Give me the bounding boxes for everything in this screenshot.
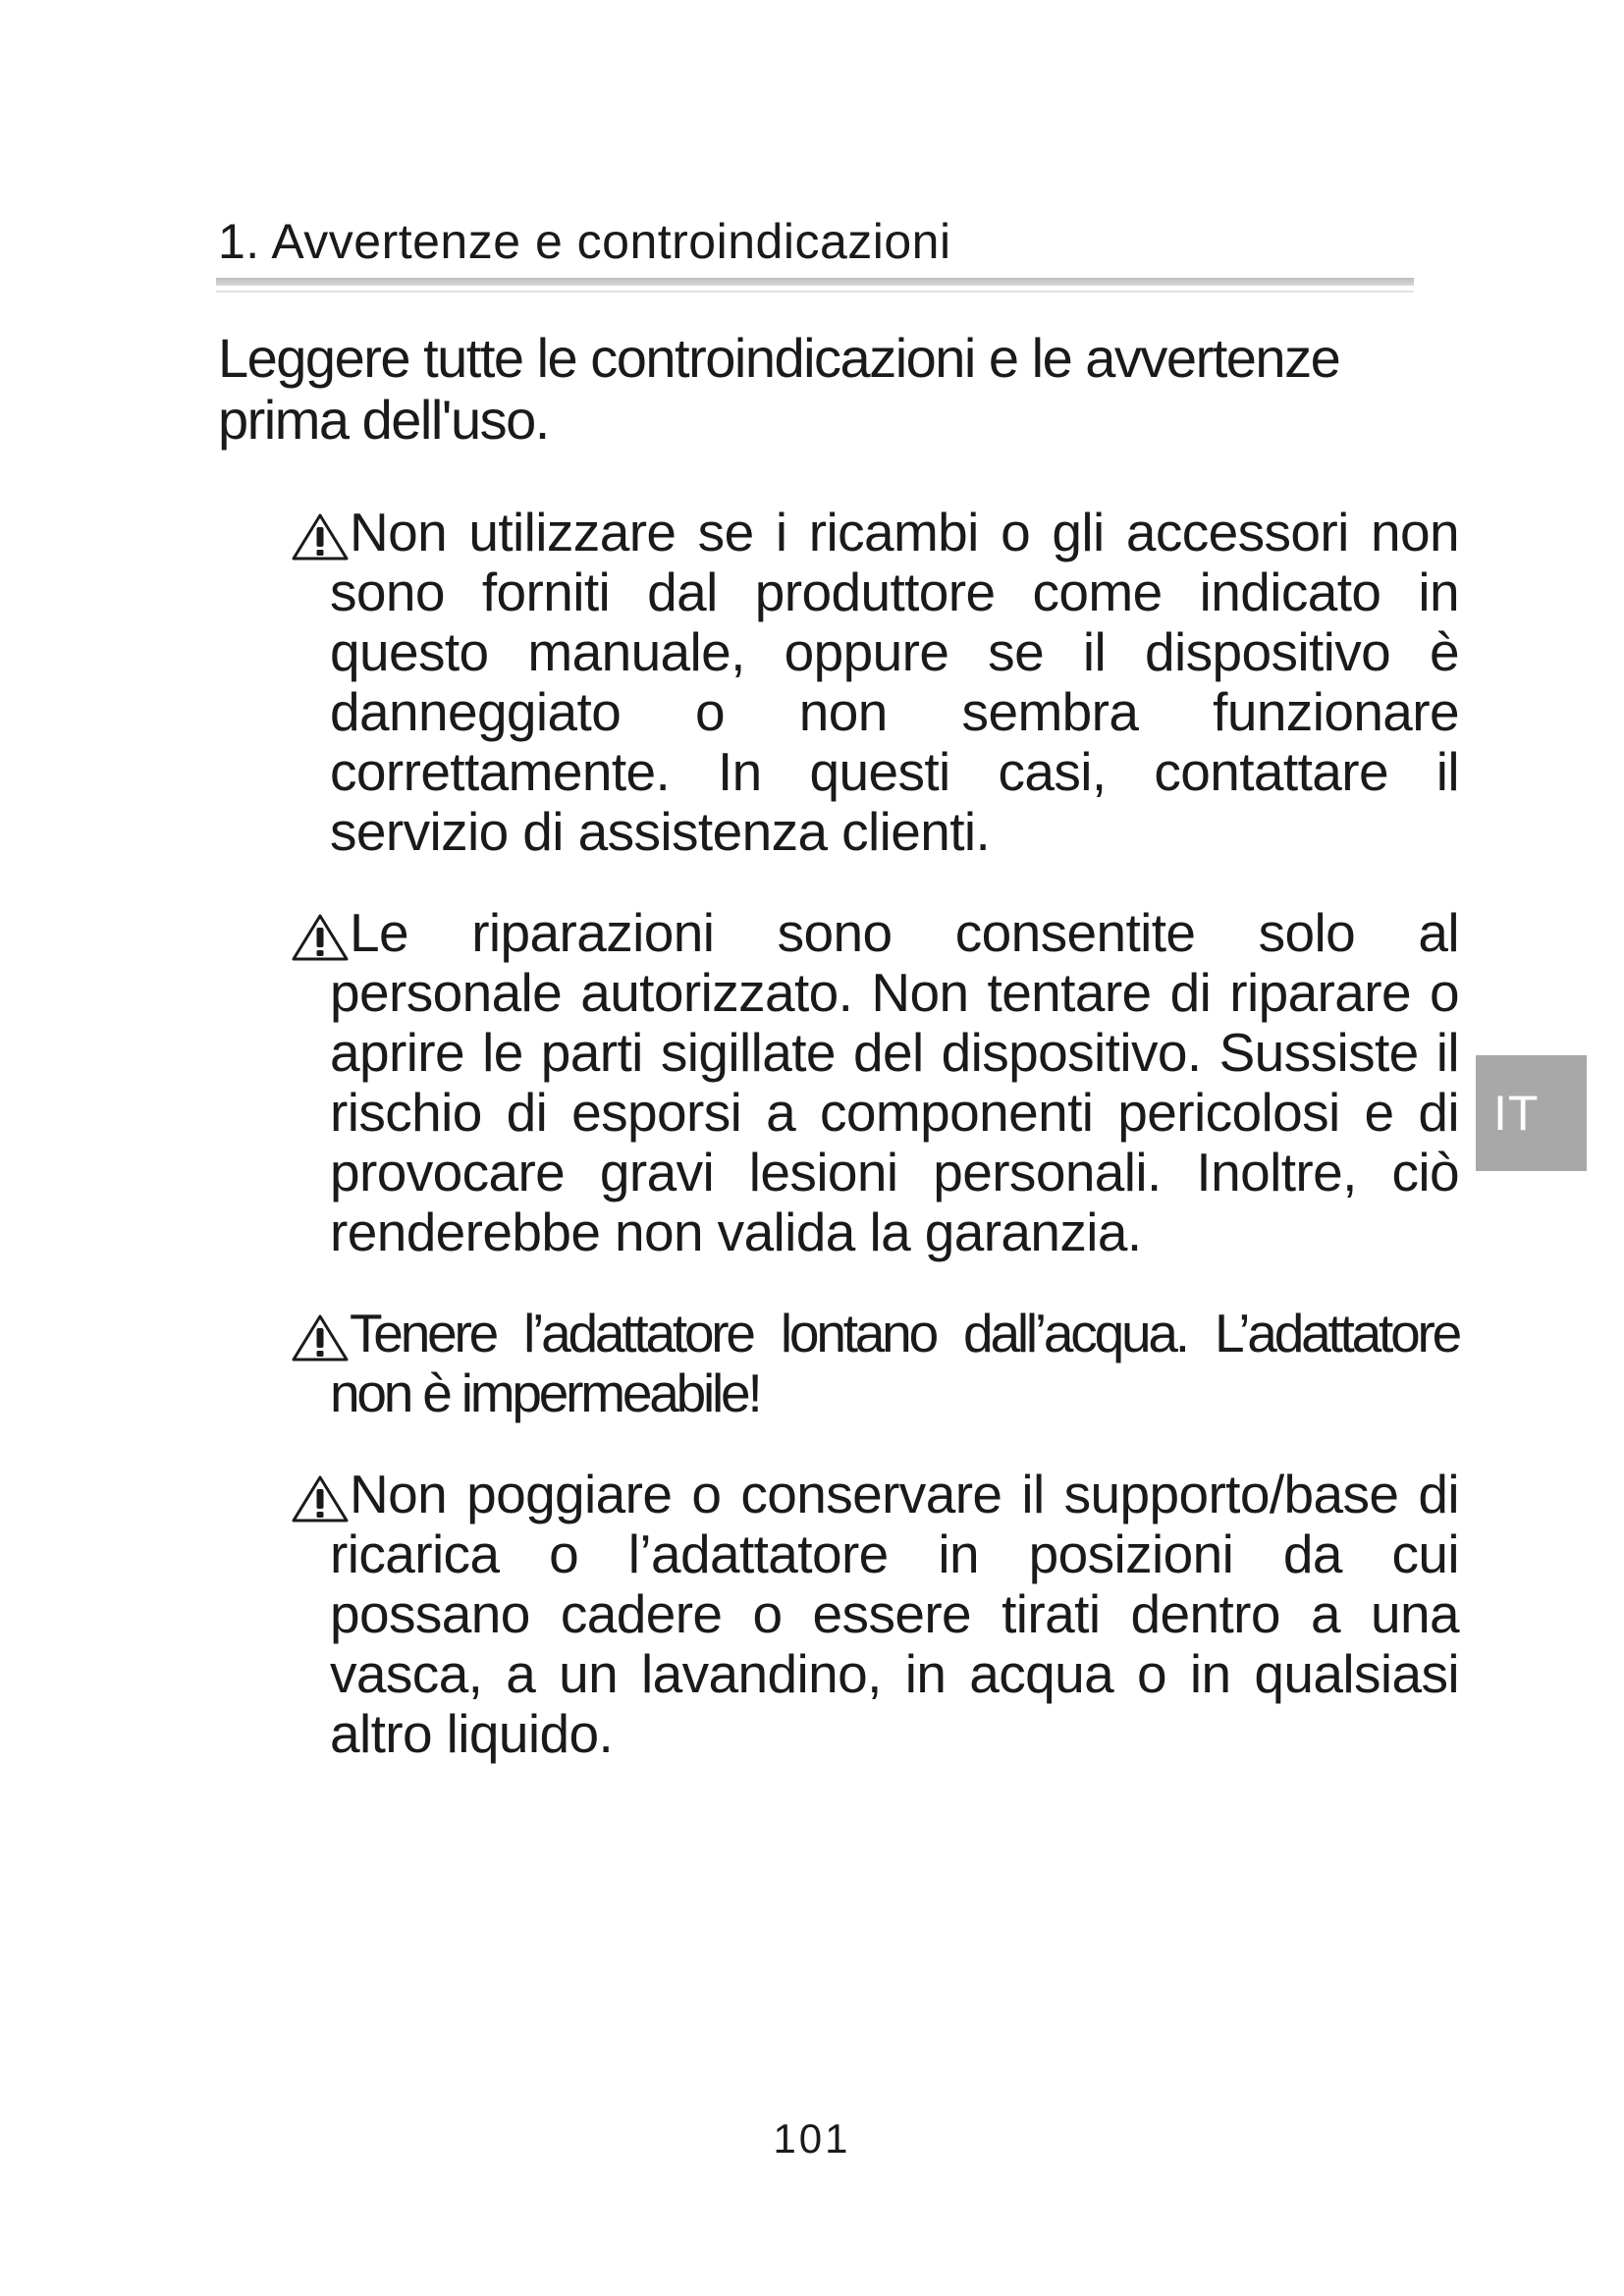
warning-triangle-icon (291, 913, 350, 962)
warning-triangle-icon (291, 1474, 350, 1523)
warning-text: Tenere l’adattatore lontano dall’acqua. L’adattatore non è impermeabile! (330, 1303, 1459, 1423)
warning-triangle-icon (291, 512, 350, 561)
warning-text: Non utilizzare se i ricambi o gli accessori non sono forniti dal produttore come indicato in questo manuale, oppure se il dispositivo è danneggiato o non sembra funzionare correttamente. In questi casi, contattare il servizio di assistenza clienti. (330, 502, 1459, 862)
page-number: 101 (773, 2115, 851, 2162)
warning-item-spare-parts (291, 503, 1459, 862)
section-divider (216, 278, 1414, 286)
warning-text: Non poggiare o conservare il supporto/base di ricarica o l’adattatore in posizioni da cui possano cadere o essere tirati dentro a una vasca, a un lavandino, in acqua o in qualsiasi altro liquido. (330, 1464, 1459, 1764)
language-tab: IT (1476, 1055, 1587, 1171)
warning-text: Le riparazioni sono consentite solo al personale autorizzato. Non tentare di riparare o aprire le parti sigillate del dispositivo. Sussiste il rischio di esporsi a componenti pericolosi e di provocare gravi lesioni personali. Inoltre, ciò renderebbe non valida la garanzia. (330, 902, 1459, 1262)
intro-paragraph: Leggere tutte le controindicazioni e le avvertenze prima dell'uso. (218, 327, 1340, 451)
warning-item-charging-base (291, 1465, 1459, 1764)
section-divider-shadow (216, 291, 1414, 293)
warning-list (291, 503, 1459, 1805)
warning-item-adapter-water (291, 1304, 1459, 1423)
warning-item-repairs (291, 903, 1459, 1262)
warning-triangle-icon (291, 1313, 350, 1362)
section-title: 1. Avvertenze e controindicazioni (218, 214, 951, 269)
